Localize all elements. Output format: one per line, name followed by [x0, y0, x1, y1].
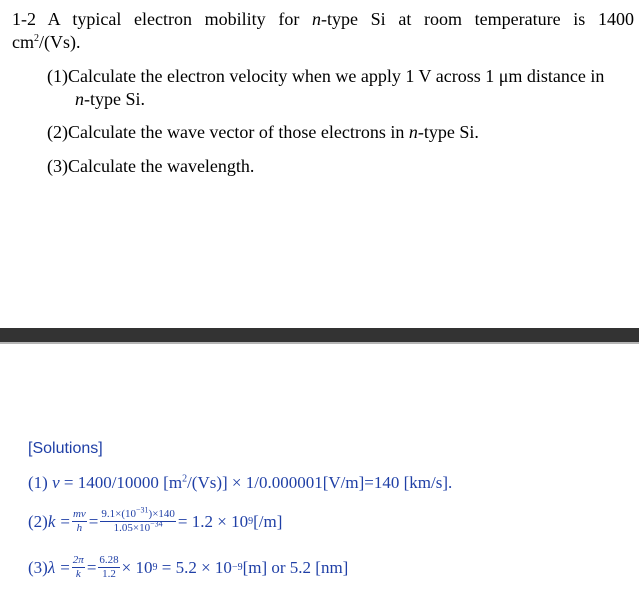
- question-number: (3): [47, 156, 68, 176]
- equals-sign: =: [86, 557, 97, 577]
- question-text: Calculate the wavelength.: [68, 156, 255, 176]
- problem-head-line: [12, 8, 634, 31]
- solution-3: (3) λ = $\frac{2\pi}{k}$ = $\frac{6.28}{1.2}$ × 10 9 = 5.2 × 10 −9 [m] or 5.2 [nm]: [28, 554, 349, 580]
- result-unit: [/m]: [253, 511, 283, 531]
- den-sup: −34: [150, 519, 163, 529]
- units-post: /(Vs).: [39, 32, 81, 52]
- problem-statement: [12, 8, 634, 54]
- solutions-title: [Solutions]: [28, 440, 103, 457]
- solution-label: (2): [28, 511, 48, 531]
- question-1-continuation: [47, 88, 637, 111]
- solution-label: (1): [28, 473, 53, 492]
- fraction-numerator: mv: [72, 508, 86, 520]
- fraction-numerator: 6.28: [99, 554, 119, 566]
- question-text: Calculate the wave vector of those electrons in: [68, 122, 409, 142]
- question-3: [47, 155, 254, 178]
- num-pre: 9.1×(10: [101, 508, 137, 520]
- fraction-numerator: [100, 505, 176, 521]
- problem-units-line: [12, 31, 634, 54]
- question-number: (1): [47, 66, 68, 86]
- equals-sign: =: [60, 557, 70, 577]
- page-separator: [0, 328, 639, 344]
- num-sup: −31: [136, 505, 149, 515]
- problem-n: n: [312, 9, 321, 29]
- solution-2: (2) k = $\frac{mv}{h}$ = $\frac{9.1\times(10^{-31})\times 140}{1.05\times 10^{-34}}$ = 1.2 × 10 9 [/m]: [28, 505, 283, 534]
- fraction-2pi-k: [72, 554, 85, 581]
- question-n: n: [408, 122, 418, 142]
- solution-text-cont: /(Vs)] × 1/0.000001[V/m]=140 [km/s].: [187, 473, 453, 492]
- result-text: = 5.2 × 10: [157, 557, 232, 577]
- question-text-cont: -type Si.: [84, 89, 145, 109]
- solution-1: [28, 472, 452, 494]
- question-text-cont: -type Si.: [417, 122, 479, 142]
- equals-sign: =: [60, 511, 70, 531]
- fraction-numeric: [100, 505, 176, 535]
- fraction-denominator: [113, 519, 164, 535]
- solution-label: (3): [28, 557, 48, 577]
- fraction-numeric: [98, 554, 119, 581]
- var-k: k: [47, 511, 56, 531]
- fraction-numerator: 2π: [72, 554, 84, 566]
- result-text: = 1.2 × 10: [177, 511, 249, 531]
- equals-sign: =: [88, 511, 99, 531]
- solution-text: = 1400/10000 [m: [59, 473, 183, 492]
- question-n: n: [75, 89, 84, 109]
- den-pre: 1.05×10: [113, 522, 151, 534]
- result-unit: [m] or 5.2 [nm]: [242, 557, 349, 577]
- solution-sup: 2: [182, 473, 188, 485]
- question-text: Calculate the electron velocity when we apply 1 V across 1 μm distance in: [68, 66, 605, 86]
- question-1: [47, 65, 637, 111]
- var-v: v: [52, 473, 60, 492]
- var-lambda: λ: [47, 557, 56, 577]
- fraction-mv-h: [72, 508, 87, 535]
- problem-text-cont: -type Si at room temperature is 1400: [321, 9, 634, 29]
- question-number: (2): [47, 122, 68, 142]
- question-2: [47, 121, 479, 144]
- fraction-denominator: h: [76, 522, 83, 534]
- units-cm: cm: [12, 32, 34, 52]
- fraction-denominator: 1.2: [102, 568, 116, 580]
- problem-text: 1-2 A typical electron mobility for: [12, 9, 312, 29]
- multiplier-text: × 10: [121, 557, 153, 577]
- num-post: )×140: [148, 508, 175, 520]
- units-sup: 2: [34, 33, 39, 44]
- fraction-denominator: k: [75, 568, 81, 580]
